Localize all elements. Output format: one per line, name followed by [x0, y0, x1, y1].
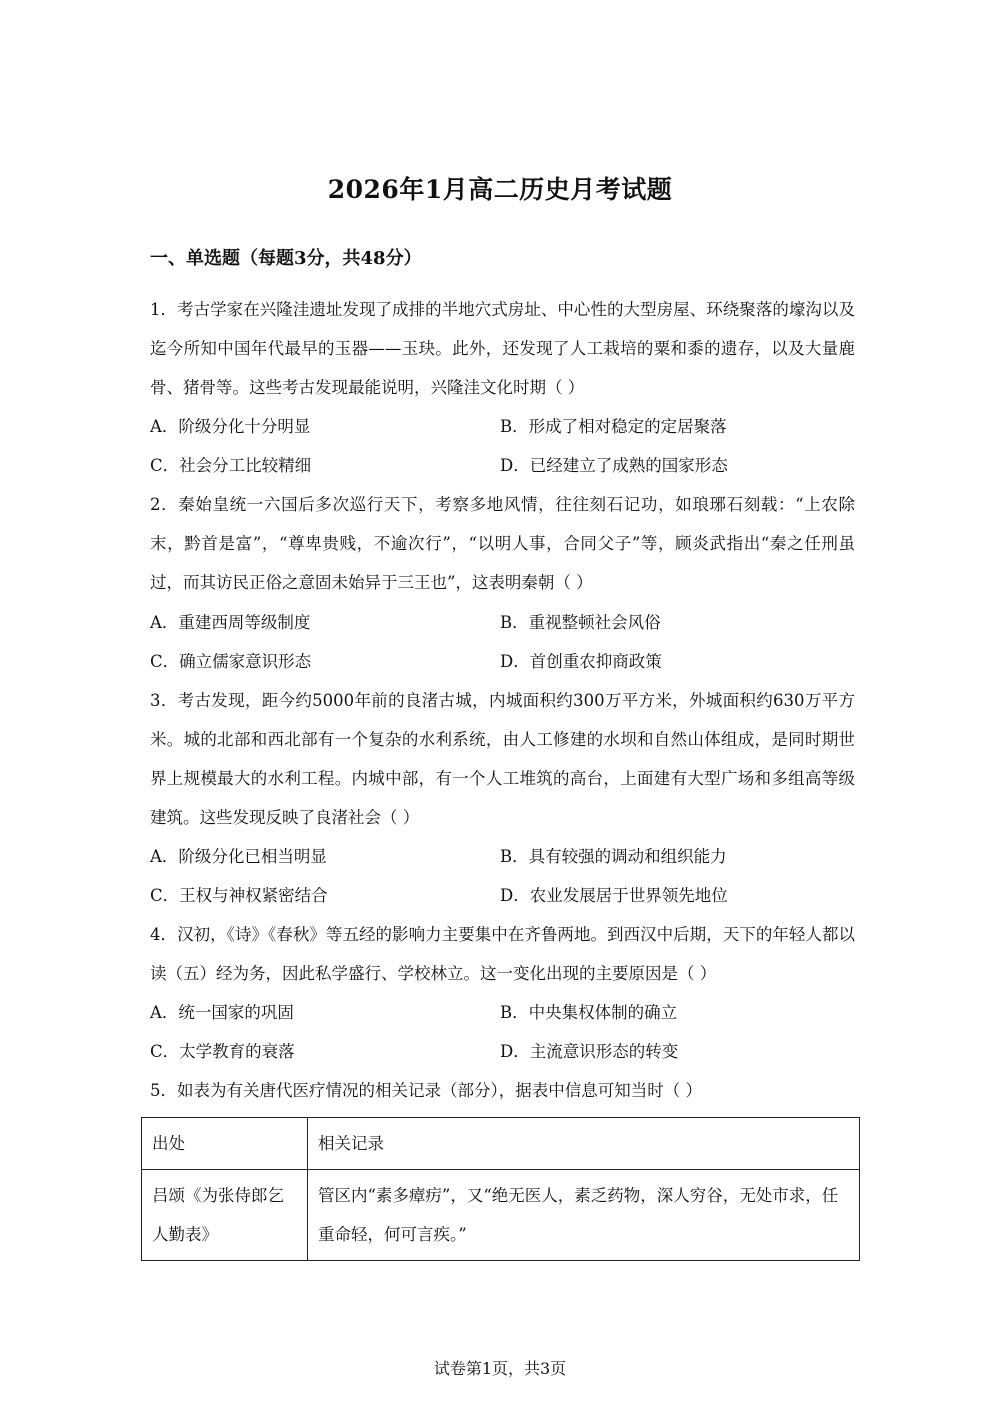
question-3-option-c: C．王权与神权紧密结合: [150, 886, 328, 905]
question-4-options-row-2: [150, 1032, 855, 1071]
table-row: [142, 1170, 860, 1261]
question-2-option-d: D．首创重农抑商政策: [500, 652, 662, 671]
question-2-stem: 2．秦始皇统一六国后多次巡行天下，考察多地风情，往往刻石记功，如琅琊石刻载：“上农除末，黔首是富”，“尊卑贵贱，不逾次行”，“以明人事，合同父子”等，顾炎武指出“秦之任刑虽过，而其访民正俗之意固未始异于三王也”，这表明秦朝（ ）: [150, 495, 855, 592]
section-heading: 一、单选题（每题3分，共48分）: [150, 248, 422, 269]
question-3-option-a: A．阶级分化已相当明显: [150, 847, 327, 866]
question-2-options-row-2: [150, 642, 855, 681]
record-table: [141, 1117, 860, 1261]
question-5-stem: 5．如表为有关唐代医疗情况的相关记录（部分），据表中信息可知当时（ ）: [150, 1081, 702, 1100]
question-4-stem: 4．汉初，《诗》《春秋》等五经的影响力主要集中在齐鲁两地。到西汉中后期，天下的年轻人都以读（五）经为务，因此私学盛行、学校林立。这一变化出现的主要原因是（ ）: [150, 925, 855, 983]
question-4-option-d: D．主流意识形态的转变: [500, 1042, 679, 1061]
table-cell-source: 吕颂《为张侍郎乞人勤表》: [142, 1170, 308, 1261]
question-4-option-a: A．统一国家的巩固: [150, 1003, 294, 1022]
table-cell-record: 管区内“素多瘴疠”，又“绝无医人，素乏药物，深人穷谷，无处市求，任重命轻，何可言疾。”: [308, 1170, 860, 1261]
question-3-stem: 3．考古发现，距今约5000年前的良渚古城，内城面积约300万平方米，外城面积约630万平方米。城的北部和西北部有一个复杂的水利系统，由人工修建的水坝和自然山体组成，是同时期世界上规模最大的水利工程。内城中部，有一个人工堆筑的高台，上面建有大型广场和多组高等级建筑。这些发现反映了良渚社会（ ）: [150, 691, 855, 827]
question-1-option-c: C．社会分工比较精细: [150, 456, 312, 475]
question-3-options-row-2: [150, 876, 855, 915]
question-3-option-b: B．具有较强的调动和组织能力: [500, 847, 727, 866]
question-1-option-d: D．已经建立了成熟的国家形态: [500, 456, 728, 475]
question-2-options-row-1: [150, 603, 855, 642]
question-1-option-a: A．阶级分化十分明显: [150, 417, 311, 436]
question-4-options-row-1: [150, 993, 855, 1032]
question-1-option-b: B．形成了相对稳定的定居聚落: [500, 417, 727, 436]
table-header-row: [142, 1118, 860, 1170]
question-1-options-row-2: [150, 446, 855, 485]
question-4-option-b: B．中央集权体制的确立: [500, 1003, 678, 1022]
question-2-option-c: C．确立儒家意识形态: [150, 652, 312, 671]
page-footer: 试卷第1页，共3页: [433, 1359, 567, 1378]
question-3-options-row-1: [150, 837, 855, 876]
question-4-option-c: C．太学教育的衰落: [150, 1042, 295, 1061]
question-2-option-b: B．重视整顿社会风俗: [500, 613, 661, 632]
question-1-options-row-1: [150, 407, 855, 446]
question-1-stem: 1．考古学家在兴隆洼遗址发现了成排的半地穴式房址、中心性的大型房屋、环绕聚落的壕沟以及迄今所知中国年代最早的玉器——玉玦。此外，还发现了人工栽培的粟和黍的遗存，以及大量鹿骨、猪骨等。这些考古发现最能说明，兴隆洼文化时期（ ）: [150, 300, 855, 397]
table-header-record: 相关记录: [308, 1118, 860, 1170]
page-title: 2026年1月高二历史月考试题: [327, 175, 673, 204]
table-header-source: 出处: [142, 1118, 308, 1170]
question-3-option-d: D．农业发展居于世界领先地位: [500, 886, 728, 905]
question-2-option-a: A．重建西周等级制度: [150, 613, 311, 632]
